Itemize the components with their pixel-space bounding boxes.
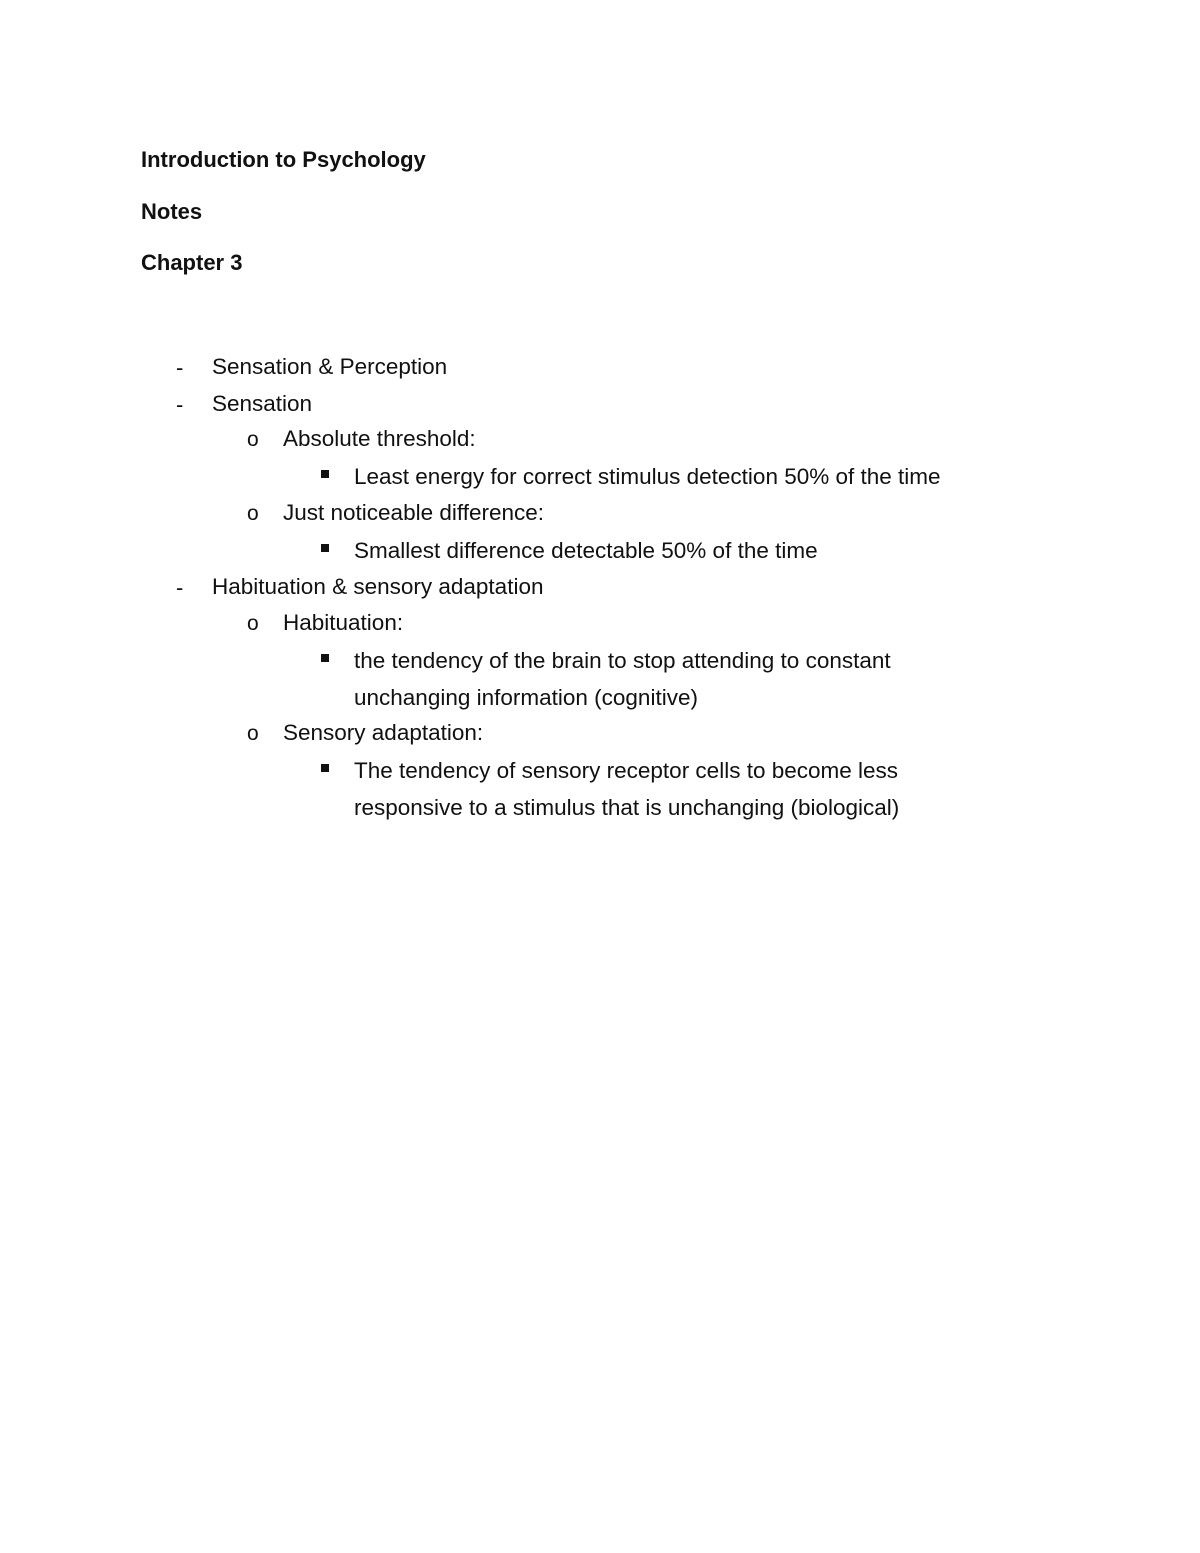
outline-item-absolute-threshold: Absolute threshold:: [283, 426, 476, 451]
circle-bullet: o: [247, 428, 259, 451]
dash-bullet: -: [176, 392, 184, 417]
dash-bullet: -: [176, 575, 184, 600]
outline-item-habituation-adaptation: Habituation & sensory adaptation: [212, 574, 544, 599]
chapter-heading: Chapter 3: [141, 250, 243, 275]
outline-item-habituation: Habituation:: [283, 610, 404, 635]
outline-detail-habituation-line1: the tendency of the brain to stop attending to constant: [354, 648, 891, 673]
outline-item-sensory-adaptation: Sensory adaptation:: [283, 720, 484, 745]
dash-bullet: -: [176, 355, 184, 380]
square-bullet: [321, 654, 329, 662]
outline-detail-just-noticeable-difference: Smallest difference detectable 50% of the time: [354, 538, 818, 563]
circle-bullet: o: [247, 502, 259, 525]
square-bullet: [321, 764, 329, 772]
document-title: Introduction to Psychology: [141, 147, 426, 172]
outline-item-just-noticeable-difference: Just noticeable difference:: [283, 500, 545, 525]
outline-detail-sensory-adaptation-line1: The tendency of sensory receptor cells to become less: [354, 758, 899, 783]
square-bullet: [321, 470, 329, 478]
circle-bullet: o: [247, 612, 259, 635]
outline-item-sensation: Sensation: [212, 391, 313, 416]
outline-detail-sensory-adaptation-line2: responsive to a stimulus that is unchanging (biological): [354, 795, 900, 820]
outline-detail-habituation-line2: unchanging information (cognitive): [354, 685, 698, 710]
outline-detail-absolute-threshold: Least energy for correct stimulus detection 50% of the time: [354, 464, 941, 489]
outline-item-sensation-perception: Sensation & Perception: [212, 354, 448, 379]
square-bullet: [321, 544, 329, 552]
circle-bullet: o: [247, 722, 259, 745]
document-subtitle: Notes: [141, 199, 203, 224]
